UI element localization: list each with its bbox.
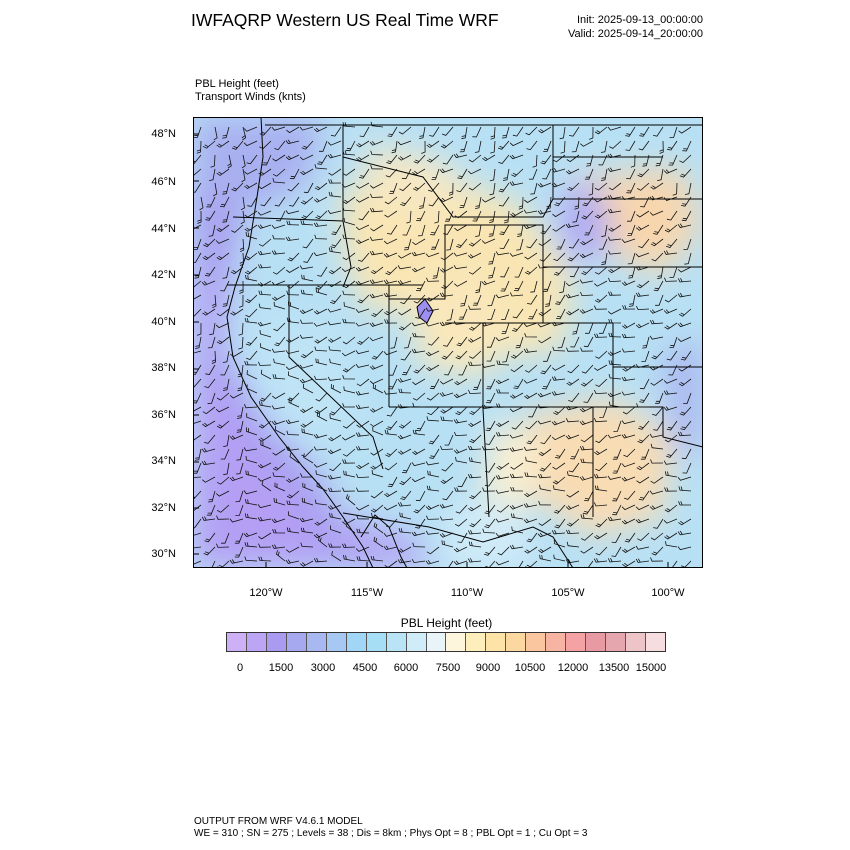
- colorbar-swatch: [287, 633, 307, 651]
- colorbar-swatch: [566, 633, 586, 651]
- colorbar-tick-label: 13500: [598, 662, 630, 674]
- colorbar-title: PBL Height (feet): [400, 616, 493, 630]
- lat-label-46: 46°N: [151, 176, 176, 188]
- colorbar-swatch: [506, 633, 526, 651]
- colorbar-tick-label: 15000: [635, 662, 667, 674]
- colorbar-tick-label: 7500: [435, 662, 461, 674]
- colorbar-swatch: [586, 633, 606, 651]
- colorbar-swatch: [387, 633, 407, 651]
- colorbar-tick-label: 9000: [475, 662, 501, 674]
- colorbar-swatch: [546, 633, 566, 651]
- colorbar-swatch: [646, 633, 665, 651]
- colorbar-tick-label: 1500: [268, 662, 294, 674]
- field-label-pbl: PBL Height (feet): [195, 78, 279, 90]
- lat-label-42: 42°N: [151, 269, 176, 281]
- colorbar-swatch: [227, 633, 247, 651]
- colorbar: [226, 632, 666, 652]
- lat-label-36: 36°N: [151, 409, 176, 421]
- map-title: IWFAQRP Western US Real Time WRF: [191, 10, 499, 30]
- colorbar-swatch: [626, 633, 646, 651]
- colorbar-swatch: [466, 633, 486, 651]
- colorbar-swatch: [327, 633, 347, 651]
- field-label-winds: Transport Winds (knts): [195, 91, 306, 103]
- lat-label-38: 38°N: [151, 362, 176, 374]
- colorbar-tick-label: 3000: [310, 662, 336, 674]
- footer-config: WE = 310 ; SN = 275 ; Levels = 38 ; Dis = 8km ; Phys Opt = 8 ; PBL Opt = 1 ; Cu Opt = 3: [194, 828, 588, 839]
- colorbar-labels: [226, 662, 666, 676]
- valid-time: Valid: 2025-09-14_20:00:00: [568, 28, 703, 40]
- colorbar-swatch: [427, 633, 447, 651]
- colorbar-swatch: [347, 633, 367, 651]
- lat-label-40: 40°N: [151, 316, 176, 328]
- colorbar-swatch: [526, 633, 546, 651]
- lat-label-30: 30°N: [151, 548, 176, 560]
- pbl-height-map: [193, 117, 703, 568]
- colorbar-tick-label: 10500: [514, 662, 546, 674]
- colorbar-tick-label: 6000: [393, 662, 419, 674]
- lat-label-48: 48°N: [151, 128, 176, 140]
- colorbar-swatch: [267, 633, 287, 651]
- colorbar-swatch: [247, 633, 267, 651]
- lat-label-34: 34°N: [151, 455, 176, 467]
- lat-label-32: 32°N: [151, 502, 176, 514]
- lon-label-110: 110°W: [450, 587, 484, 599]
- lon-label-105: 105°W: [551, 587, 585, 599]
- colorbar-tick-label: 12000: [557, 662, 589, 674]
- colorbar-swatch: [446, 633, 466, 651]
- map-panel: [193, 117, 703, 568]
- lon-label-120: 120°W: [249, 587, 283, 599]
- lon-label-115: 115°W: [350, 587, 384, 599]
- colorbar-swatch: [367, 633, 387, 651]
- colorbar-swatch: [606, 633, 626, 651]
- colorbar-swatch: [307, 633, 327, 651]
- colorbar-swatch: [407, 633, 427, 651]
- init-time: Init: 2025-09-13_00:00:00: [577, 14, 703, 26]
- colorbar-tick-label: 0: [236, 662, 244, 674]
- lon-label-100: 100°W: [651, 587, 685, 599]
- colorbar-swatch: [486, 633, 506, 651]
- colorbar-tick-label: 4500: [352, 662, 378, 674]
- footer-model: OUTPUT FROM WRF V4.6.1 MODEL: [194, 816, 363, 827]
- lat-label-44: 44°N: [151, 223, 176, 235]
